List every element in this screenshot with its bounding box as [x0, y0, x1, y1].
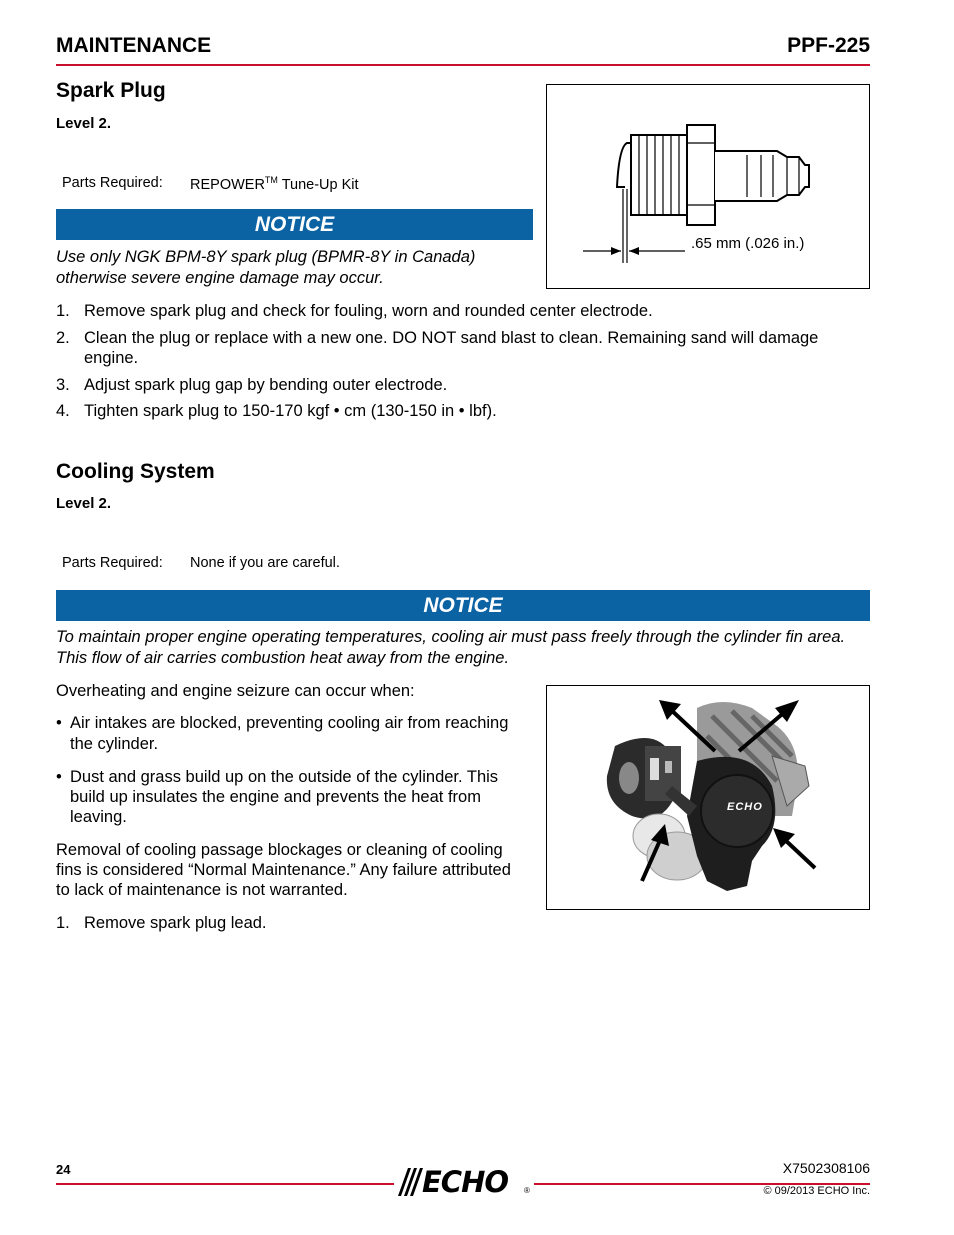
bullet-text: build up insulates the engine and prevents the heat from — [70, 788, 481, 806]
document-number: X7502308106 — [782, 1160, 870, 1176]
echo-logo — [396, 1166, 532, 1198]
cooling-notice-text-2: This flow of air carries combustion heat away from the engine. — [56, 649, 510, 667]
spark-plug-figure — [546, 84, 870, 289]
model-number: PPF-225 — [787, 34, 870, 57]
engine-echo-logo: ECHO — [727, 801, 763, 813]
cooling-system-heading: Cooling System — [56, 460, 215, 483]
bullet-text: leaving. — [70, 808, 127, 826]
cooling-system-level: Level 2. — [56, 495, 112, 512]
gap-measurement-label: .65 mm (.026 in.) — [691, 235, 805, 252]
spark-plug-level: Level 2. — [56, 115, 112, 132]
cooling-intro: Overheating and engine seizure can occur when: — [56, 682, 415, 700]
section-title: MAINTENANCE — [56, 34, 212, 57]
step-text: Tighten spark plug to 150-170 kgf • cm (130-150 in • lbf). — [84, 402, 497, 420]
maintenance-paragraph: to lack of maintenance is not warranted. — [56, 881, 348, 899]
spark-plug-parts-label: Parts Required: — [62, 175, 163, 191]
step-number: 3. — [56, 376, 70, 394]
maintenance-paragraph: fins is considered “Normal Maintenance.” Any failure attributed — [56, 861, 511, 879]
engine-figure — [546, 685, 870, 910]
spark-plug-illustration — [547, 85, 869, 288]
echo-logo-text: ECHO — [422, 1165, 509, 1199]
step-text: Clean the plug or replace with a new one. DO NOT sand blast to clean. Remaining sand will damage — [84, 329, 819, 347]
bullet-text: Air intakes are blocked, preventing cooling air from reaching — [70, 714, 509, 732]
cooling-parts-value: None if you are careful. — [190, 555, 340, 571]
maintenance-paragraph: Removal of cooling passage blockages or cleaning of cooling — [56, 841, 503, 859]
airflow-arrows — [547, 686, 869, 909]
step-number: 1. — [56, 302, 70, 320]
header-rule — [56, 64, 870, 66]
spark-plug-heading: Spark Plug — [56, 79, 166, 102]
step-number: 2. — [56, 329, 70, 347]
cooling-notice-text-1: To maintain proper engine operating temperatures, cooling air must pass freely through the cylinder fin area. — [56, 628, 846, 646]
spark-plug-notice-text-2: otherwise severe engine damage may occur. — [56, 269, 384, 287]
spark-plug-notice-text-1: Use only NGK BPM-8Y spark plug (BPMR-8Y in Canada) — [56, 248, 476, 266]
step-text: Remove spark plug lead. — [84, 914, 267, 932]
step-text: Adjust spark plug gap by bending outer electrode. — [84, 376, 448, 394]
step-text-continued: engine. — [84, 349, 139, 367]
footer-rule-left — [56, 1183, 394, 1185]
spark-plug-parts-value: REPOWER™ Tune-Up Kit — [190, 175, 359, 193]
bullet-mark: • — [56, 714, 62, 732]
cooling-notice-bar: NOTICE — [56, 590, 870, 621]
cooling-parts-label: Parts Required: — [62, 555, 163, 571]
step-number: 1. — [56, 914, 70, 932]
bullet-text: Dust and grass build up on the outside of the cylinder. This — [70, 768, 499, 786]
page-number: 24 — [56, 1162, 71, 1177]
bullet-mark: • — [56, 768, 62, 786]
bullet-text: the cylinder. — [70, 735, 159, 753]
registered-mark: ® — [524, 1186, 530, 1195]
copyright: © 09/2013 ECHO Inc. — [763, 1185, 870, 1197]
spark-plug-notice-bar: NOTICE — [56, 209, 533, 240]
step-text: Remove spark plug and check for fouling, worn and rounded center electrode. — [84, 302, 653, 320]
step-number: 4. — [56, 402, 70, 420]
